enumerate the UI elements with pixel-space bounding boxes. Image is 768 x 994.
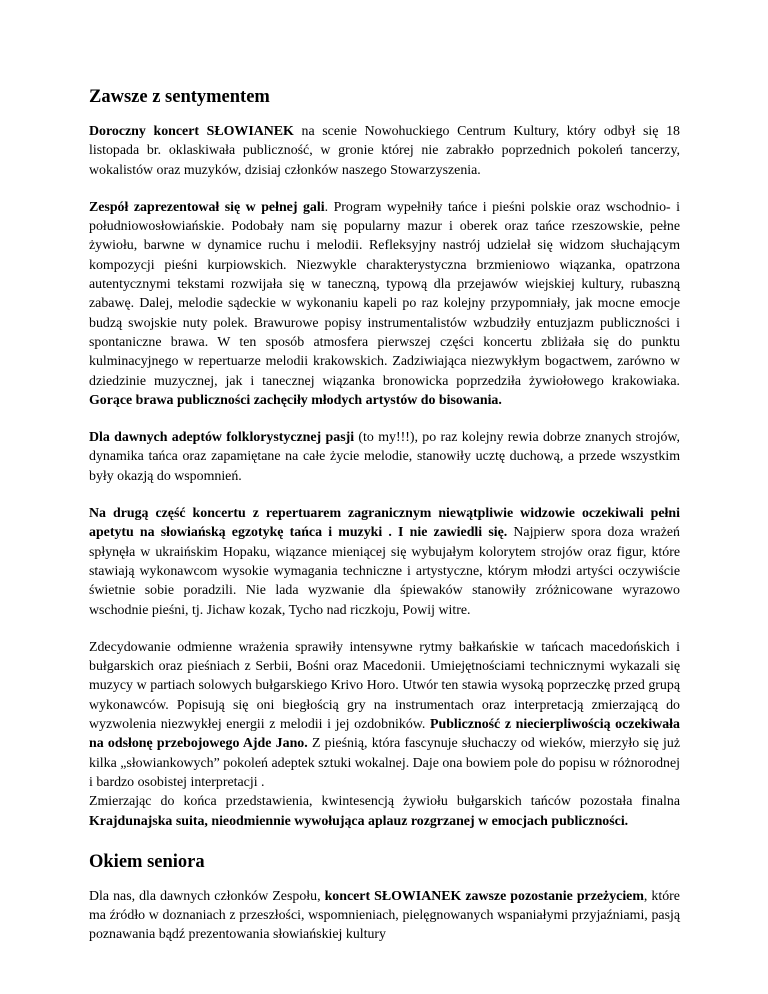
body-text: Zmierzając do końca przedstawienia, kwintesencją żywiołu bułgarskich tańców pozostała finalna [89, 794, 680, 810]
body-text: (to my!!!), po raz kolejny rewia dobrze znanych strojów, dynamika tańca oraz zapamiętane na całe życie melodie, stanowiły ucztę duchową, a przede wszystkim były okazją do wspomnień. [89, 430, 680, 484]
body-text: , które ma źródło w doznaniach z przeszłości, wspomnieniach, pielęgnowanych wspaniałymi przyjaźniami, pasją poznawania bądź prezentowania słowiańskiej kultury [89, 888, 680, 943]
section-title: Zawsze z sentymentem [89, 87, 270, 107]
body-text: na scenie Nowohuckiego Centrum Kultury, który odbył się 18 listopada br. oklaskiwała publiczność, w gronie której nie zabrakło poprzednich pokoleń tancerzy, wokalistów oraz muzyków, dzisiaj członków naszego Stowarzyszenia. [89, 124, 680, 178]
bold-text: Doroczny koncert SŁOWIANEK [89, 124, 294, 139]
body-text: Zdecydowanie odmienne wrażenia sprawiły intensywne rytmy bałkańskie w tańcach macedońskich i bułgarskich oraz pieśniach z Serbii, Bośni oraz Macedonii. Umiejętnościami technicznymi wykazali się muzycy w partiach solowych bułgarskiego Krivo Horo. Utwór ten stawia wysoką poprzeczkę przed grupą wykonawców. Popisują się oni biegłością gry na instrumentach oraz interpretacją zmierzającą do wyzwolenia niezwykłej energii z melodii i jej ozdobników. [89, 639, 680, 733]
section-title: Okiem seniora [89, 851, 205, 872]
paragraph-senior [89, 887, 680, 945]
bold-text: Publiczność z niecierpliwością oczekiwała na odsłonę przebojowego Ajde Jano. [89, 717, 680, 752]
bold-text: Na drugą część koncertu z repertuarem zagranicznym niewątpliwie widzowie oczekiwali pełni apetytu na słowiańską egzotykę tańca i muzyki . I nie zawiedli się. [89, 506, 680, 541]
paragraph-former-adepts [89, 428, 680, 486]
body-text: Dla nas, dla dawnych członków Zespołu, [89, 888, 325, 904]
bold-text: Zespół zaprezentował się w pełnej gali [89, 199, 325, 215]
bold-text: koncert SŁOWIANEK zawsze pozostanie przeżyciem [324, 888, 644, 904]
paragraph-finale [89, 792, 680, 831]
paragraph-second-part [89, 504, 680, 620]
paragraph-program [89, 198, 680, 410]
bold-text: Gorące brawa publiczności zachęciły młodych artystów do bisowania. [89, 392, 502, 408]
bold-text: Dla dawnych adeptów folklorystycznej pasji [89, 430, 355, 446]
paragraph-intro [89, 122, 680, 180]
body-text: Najpierw spora doza wrażeń spłynęła w ukraińskim Hopaku, wiązance mieniącej się wybujałym kolorytem strojów oraz figur, które stawiają wykonawcom wysokie wymagania techniczne i artystyczne, którym młodzi artyści oczywiście świetnie sobie poradzili. Nie lada wyzwanie dla śpiewaków stanowiły zróżnicowane wyrazowo wschodnie pieśni, tj. Jichaw kozak, Tycho nad riczkoju, Powij witre. [89, 525, 681, 618]
bold-text: Krajdunajska suita, nieodmiennie wywołująca aplauz rozgrzanej w emocjach publiczności. [89, 813, 629, 829]
document-page [89, 86, 680, 945]
body-text: . Program wypełniły tańce i pieśni polskie oraz wschodnio- i południowosłowiańskie. Podobały nam się popularny mazur i oberek oraz tańce rzeszowskie, pełne żywiołu, barwne w dynamice ruchu i melodii. Refleksyjny nastrój udzielał się widzom słuchającym kompozycji pieśni kurpiowskich. Niezwykle charakterystyczna brzmieniowo wiązanka, opatrzona autentycznymi tekstami rozwijała się w taneczną, typową dla przejawów wiejskiej kultury, rubaszną zabawę. Dalej, melodie sądeckie w wykonaniu kapeli po raz kolejny przypomniały, jak mocne emocje budzą swojskie nuty polek. Brawurowe popisy instrumentalistów wzbudziły entuzjazm publiczności i spontaniczne brawa. W ten sposób atmosfera pierwszej części koncertu zbliżała się do punktu kulminacyjnego w repertuarze melodii krakowskich. Zadziwiająca niezwykłym bogactwem, zarówno w dziedzinie muzycznej, jak i tanecznej wiązanka bronowicka poprzedziła żywiołowego krakowiaka. [89, 199, 680, 389]
body-text: Z pieśnią, która fascynuje słuchaczy od wieków, mierzyło się już kilka „słowiankowych” pokoleń adeptek sztuki wokalnej. Daje ona bowiem pole do popisu w różnorodnej i bardzo osobistej interpretacji . [89, 736, 681, 790]
paragraph-balkan [89, 638, 680, 792]
